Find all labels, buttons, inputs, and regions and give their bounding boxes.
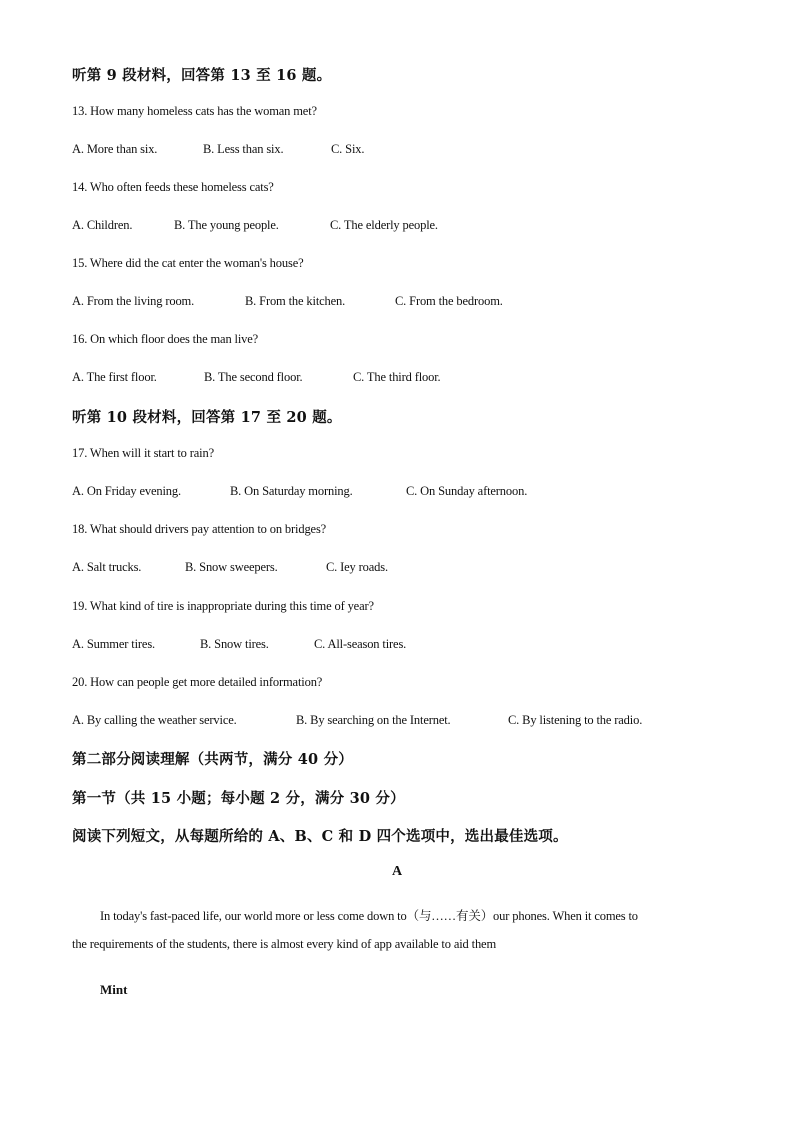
option-c: C. The third floor. bbox=[353, 370, 441, 384]
option-b: B. By searching on the Internet. bbox=[296, 713, 451, 727]
option-b: B. On Saturday morning. bbox=[230, 484, 353, 498]
options-15 bbox=[72, 294, 503, 309]
part-2-heading: 第二部分阅读理解（共两节，满分 40 分） bbox=[72, 751, 353, 768]
option-b: B. Less than six. bbox=[203, 142, 284, 156]
passage-label: A bbox=[391, 864, 403, 879]
question-14: 14. Who often feeds these homeless cats? bbox=[72, 180, 274, 194]
option-a: A. From the living room. bbox=[72, 294, 195, 308]
option-c: C. By listening to the radio. bbox=[508, 713, 643, 727]
question-18: 18. What should drivers pay attention to on bridges? bbox=[72, 522, 327, 536]
option-c: C. The elderly people. bbox=[330, 218, 438, 232]
option-a: A. By calling the weather service. bbox=[72, 713, 237, 727]
option-b: B. The young people. bbox=[174, 218, 279, 232]
option-b: B. Snow tires. bbox=[200, 637, 269, 651]
options-19 bbox=[72, 637, 406, 652]
option-b: B. The second floor. bbox=[204, 370, 303, 384]
section-heading-10: 听第 10 段材料，回答第 17 至 20 题。 bbox=[72, 409, 342, 426]
option-c: C. From the bedroom. bbox=[395, 294, 503, 308]
question-17: 17. When will it start to rain? bbox=[72, 446, 214, 460]
options-20 bbox=[72, 713, 642, 728]
option-b: B. From the kitchen. bbox=[245, 294, 346, 308]
options-13 bbox=[72, 142, 364, 157]
paragraph-line-2: the requirements of the students, there is almost every kind of app available to aid them bbox=[72, 937, 497, 951]
option-c: C. Iey roads. bbox=[326, 560, 388, 574]
option-c: C. Six. bbox=[331, 142, 365, 156]
option-c: C. All-season tires. bbox=[314, 637, 407, 651]
options-18 bbox=[72, 560, 388, 575]
options-14 bbox=[72, 218, 438, 233]
passage-subheading: Mint bbox=[100, 982, 128, 997]
option-a: A. Summer tires. bbox=[72, 637, 156, 651]
question-20: 20. How can people get more detailed information? bbox=[72, 675, 323, 689]
option-b: B. Snow sweepers. bbox=[185, 560, 278, 574]
question-19: 19. What kind of tire is inappropriate during this time of year? bbox=[72, 599, 374, 613]
option-a: A. More than six. bbox=[72, 142, 158, 156]
option-a: A. Salt trucks. bbox=[72, 560, 142, 574]
options-17 bbox=[72, 484, 527, 499]
question-13: 13. How many homeless cats has the woman met? bbox=[72, 104, 317, 118]
question-15: 15. Where did the cat enter the woman's house? bbox=[72, 256, 304, 270]
section-1-heading: 第一节（共 15 小题；每小题 2 分，满分 30 分） bbox=[72, 790, 405, 807]
option-a: A. Children. bbox=[72, 218, 133, 232]
section-heading-9: 听第 9 段材料，回答第 13 至 16 题。 bbox=[72, 67, 332, 84]
reading-instruction: 阅读下列短文，从每题所给的 A、B、C 和 D 四个选项中，选出最佳选项。 bbox=[72, 828, 568, 845]
paragraph-line-1: In today's fast-paced life, our world more or less come down to（与……有关）our phones. When it comes to bbox=[100, 909, 638, 923]
option-c: C. On Sunday afternoon. bbox=[406, 484, 528, 498]
options-16 bbox=[72, 370, 441, 385]
option-a: A. On Friday evening. bbox=[72, 484, 181, 498]
option-a: A. The first floor. bbox=[72, 370, 157, 384]
question-16: 16. On which floor does the man live? bbox=[72, 332, 259, 346]
